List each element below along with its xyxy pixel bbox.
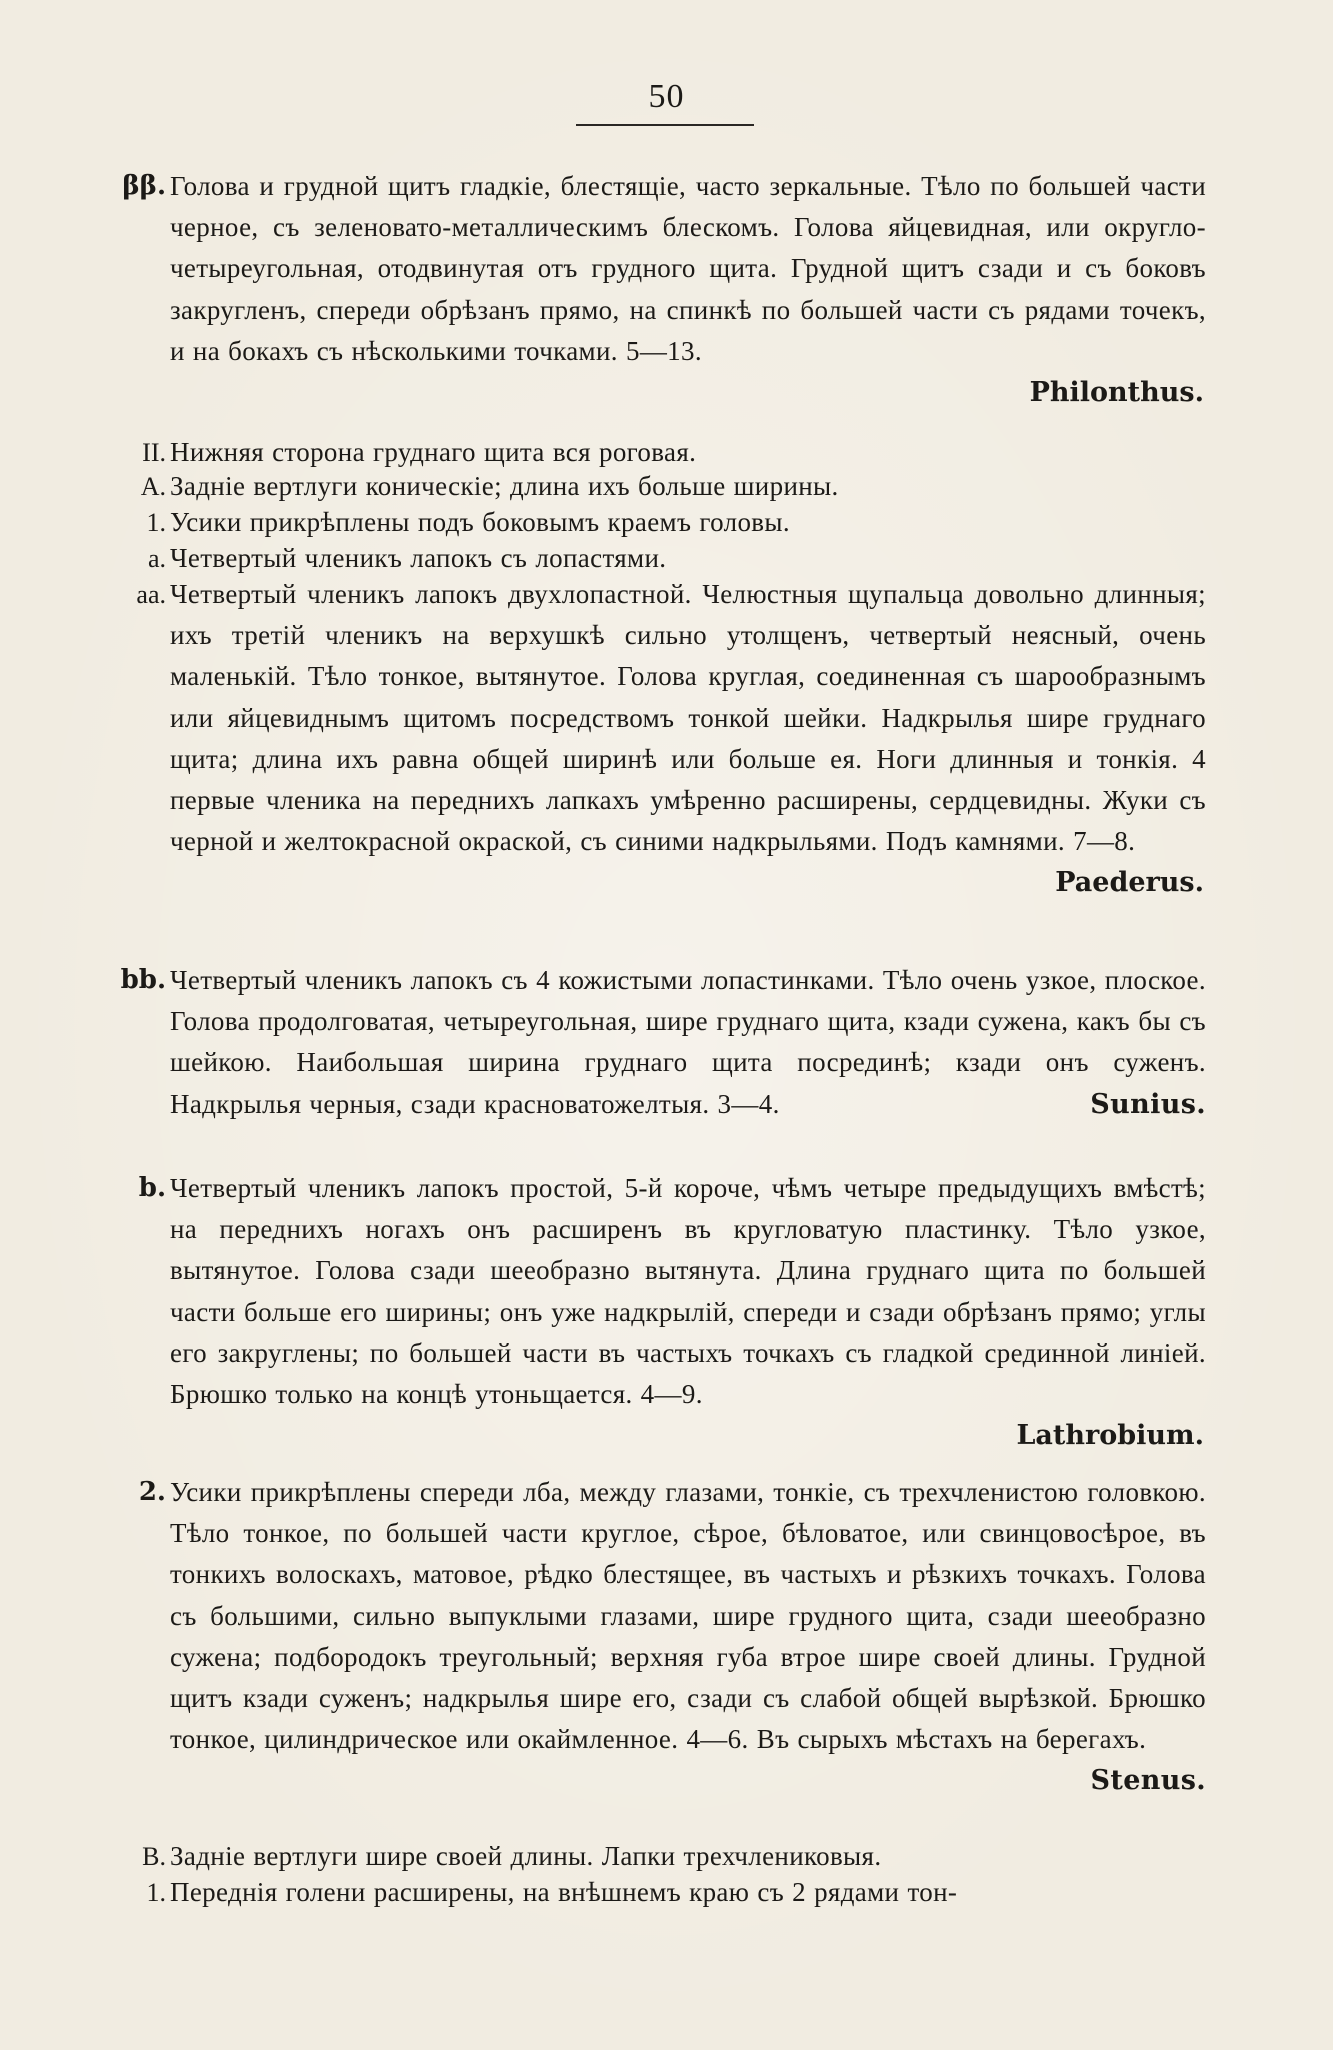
entry-marker: bb. xyxy=(120,965,166,995)
entry-text: Нижняя сторона груднаго щита вся роговая. xyxy=(170,437,697,467)
entry-marker: A. xyxy=(140,472,166,501)
entry-marker: II. xyxy=(142,438,166,467)
entry-text: Заднiе вертлуги коническіе; длина ихъ больше ширины. xyxy=(170,471,839,501)
entry-marker: b. xyxy=(138,1173,166,1203)
entry-text: Переднія голени расширены, на внѣшнемъ краю съ 2 рядами тон- xyxy=(170,1877,958,1907)
entry-text: Четвертый членикъ лапокъ двухлопастной. Челюстныя щупальца довольно длинныя; ихъ третій членикъ на верхушкѣ сильно утолщенъ, четвертый неясный, очень маленькій. Тѣло тонкое, вытянутое. Голова круглая, соединенная съ шарообразнымъ или яйцевиднымъ щитомъ посредствомъ тонкой шейки. Надкрылья шире груднаго щита; длина ихъ равна общей ширинѣ или больше ея. Ноги длинныя и тонкія. 4 первые членика на переднихъ лапкахъ умѣренно расширены, сердцевидны. Жуки съ черной и желтокрасной окраской, съ синими надкрыльями. Подъ камнями. 7—8. xyxy=(170,579,1206,857)
entry-text: Голова и грудной щитъ гладкіе, блестящіе, часто зеркальные. Тѣло по большей части черное, съ зеленовато-металлическимъ блескомъ. Голова яйцевидная, или округло-четыреугольная, отодвинутая отъ грудного щита. Грудной щитъ сзади и съ боковъ закругленъ, спереди обрѣзанъ прямо, на спинкѣ по большей части съ рядами точекъ, и на бокахъ съ нѣсколькими точками. 5—13. xyxy=(170,171,1206,366)
key-entry-1-second xyxy=(146,1872,1206,1913)
entry-text: Усики прикрѣплены подъ боковымъ краемъ головы. xyxy=(170,507,790,537)
page-number: 50 xyxy=(648,78,685,115)
entry-text: Четвертый членикъ лапокъ простой, 5-й короче, чѣмъ четыре предыдущихъ вмѣстѣ; на переднихъ ногахъ онъ расширенъ въ кругловатую пластинку. Тѣло узкое, вытянутое. Голова сзади шееобразно вытянута. Длина груднаго щита по большей части больше его ширины; онъ уже надкрылій, спереди и сзади обрѣзанъ прямо; углы его закруглены; по большей части въ частыхъ точкахъ съ гладкой срединной линіей. Брюшко только на концѣ утоньщается. 4—9. xyxy=(170,1173,1206,1410)
entry-marker: aa. xyxy=(136,580,166,609)
genus-name-paederus: Paederus. xyxy=(1055,867,1204,899)
entry-marker: ββ. xyxy=(122,171,166,201)
key-entry-aa xyxy=(136,574,1206,904)
header-rule xyxy=(576,124,754,126)
key-entry-bb xyxy=(120,960,1206,1125)
entry-marker: 1. xyxy=(146,508,166,537)
entry-text: Заднiе вертлуги шире своей длины. Лапки трехчлениковыя. xyxy=(170,1841,882,1871)
genus-name-lathrobium: Lathrobium. xyxy=(1016,1420,1204,1452)
genus-name-stenus: Stenus. xyxy=(1090,1765,1206,1797)
entry-text-body: Четвертый членикъ лапокъ съ 4 кожистыми лопастинками. Тѣло очень узкое, плоское. Голова продолговатая, четыреугольная, шире груднаго щита, кзади сужена, какъ бы съ шейкою. Наибольшая ширина груднаго щита посрединѣ; кзади онъ суженъ. Надкрылья черныя, сзади красноватожелтыя. 3—4. xyxy=(170,965,1206,1119)
entry-text-body: Усики прикрѣплены спереди лба, между глазами, тонкіе, съ трехчленистою головкою. Тѣло тонкое, по большей части круглое, сѣрое, бѣловатое, или свинцовосѣрое, въ тонкихъ волоскахъ, матовое, рѣдко блестящее, въ частыхъ и рѣзкихъ точкахъ. Голова съ большими, сильно выпуклыми глазами, шире грудного щита, сзади шееобразно сужена; подбородокъ треугольный; верхняя губа втрое шире своей длины. Грудной щитъ кзади суженъ; надкрылья шире его, сзади съ слабой общей вырѣзкой. Брюшко тонкое, цилиндрическое или окаймленное. 4—6. Въ сырыхъ мѣстахъ на берегахъ. xyxy=(170,1477,1206,1755)
entry-text xyxy=(170,960,1206,1125)
entry-marker: B. xyxy=(142,1842,166,1871)
entry-marker: a. xyxy=(147,544,166,573)
genus-name-sunius: Sunius. xyxy=(1090,1088,1206,1120)
key-entry-b xyxy=(138,1168,1206,1456)
genus-name-philonthus: Philonthus. xyxy=(1029,377,1204,409)
entry-marker: 1. xyxy=(146,1878,166,1907)
key-entry-bb-greek xyxy=(122,166,1206,413)
entry-text xyxy=(170,1472,1206,1797)
key-entry-2 xyxy=(138,1472,1206,1802)
entry-text: Четвертый членикъ лапокъ съ лопастями. xyxy=(170,543,667,573)
entry-marker: 2. xyxy=(138,1477,166,1507)
